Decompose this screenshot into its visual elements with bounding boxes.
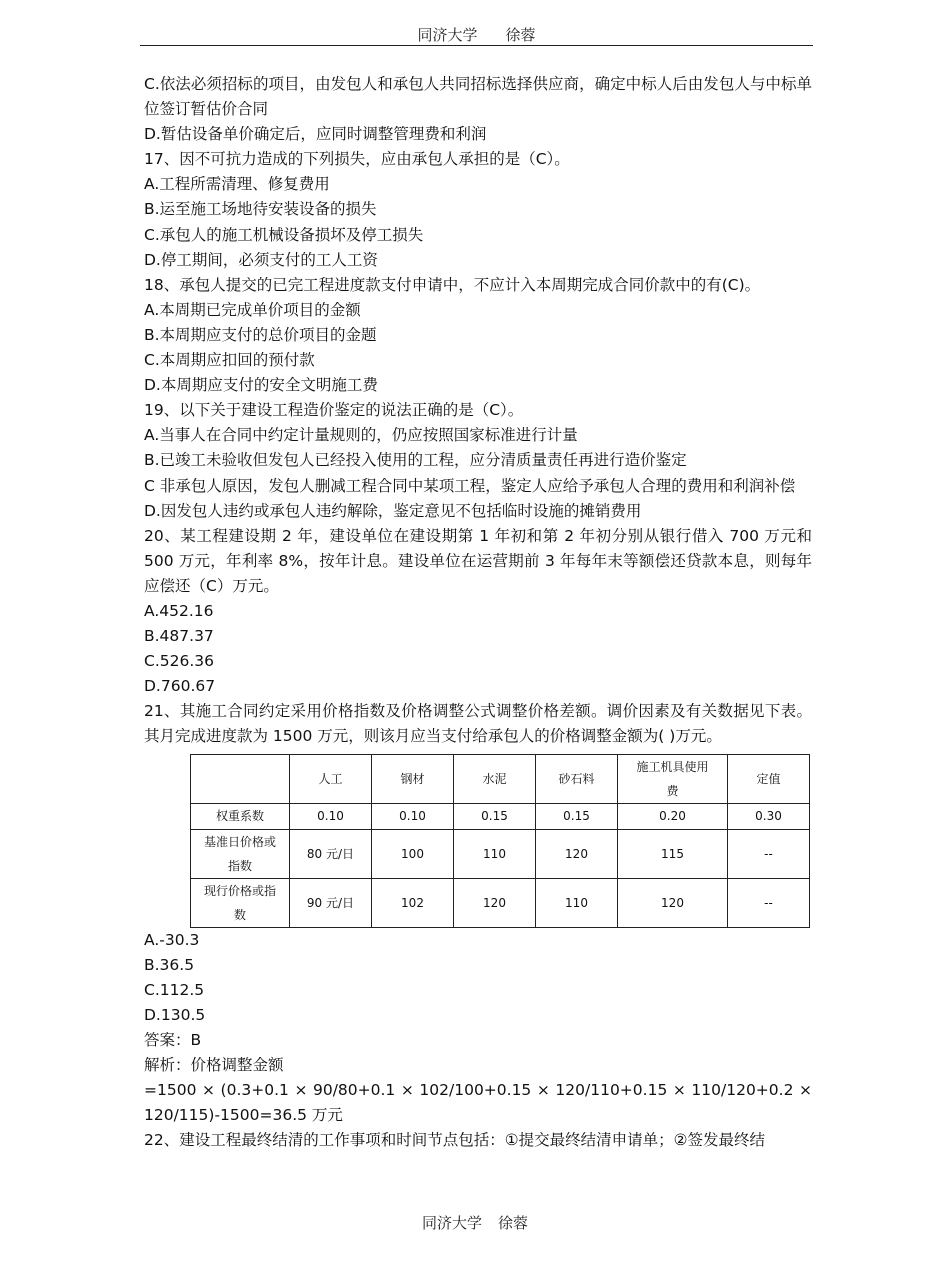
header-author: 徐蓉 xyxy=(505,26,536,44)
table-cell: 施工机具使用费 xyxy=(618,754,728,803)
option-line: A.-30.3 xyxy=(144,930,200,949)
table-cell: 水泥 xyxy=(454,754,536,803)
table-cell: 现行价格或指数 xyxy=(191,878,290,927)
table-cell: 0.10 xyxy=(290,803,372,829)
option-line: A.工程所需清理、修复费用 xyxy=(144,175,330,194)
table-cell: 120 xyxy=(454,878,536,927)
table-row xyxy=(191,878,810,927)
option-line: B.已竣工未验收但发包人已经投入使用的工程，应分清质量责任再进行造价鉴定 xyxy=(144,451,687,470)
option-line: D.停工期间，必须支付的工人工资 xyxy=(144,250,378,269)
option-line: B.运至施工场地待安装设备的损失 xyxy=(144,200,377,219)
table-cell: 120 xyxy=(536,829,618,878)
question-22: 22、建设工程最终结清的工作事项和时间节点包括：①提交最终结清申请单；②签发最终结 xyxy=(144,1131,766,1150)
table-cell: 115 xyxy=(618,829,728,878)
table-cell: 钢材 xyxy=(372,754,454,803)
option-line: B.487.37 xyxy=(144,627,214,646)
text-line: D.暂估设备单价确定后，应同时调整管理费和利润 xyxy=(144,125,487,144)
analysis-label: 解析：价格调整金额 xyxy=(144,1056,284,1074)
table-cell: 0.30 xyxy=(728,803,810,829)
option-line: C.本周期应扣回的预付款 xyxy=(144,351,315,370)
table-cell: 90 元/日 xyxy=(290,878,372,927)
header-school: 同济大学 xyxy=(417,26,478,44)
table-cell: 120 xyxy=(618,878,728,927)
price-adjustment-table xyxy=(190,754,810,928)
option-line: B.本周期应支付的总价项目的金题 xyxy=(144,325,377,344)
option-line: C.526.36 xyxy=(144,652,214,671)
table-cell: 110 xyxy=(536,878,618,927)
document-body xyxy=(144,72,812,1153)
answer-line: 答案：B xyxy=(144,1030,202,1049)
question-19: 19、以下关于建设工程造价鉴定的说法正确的是（C）。 xyxy=(144,401,524,420)
table-cell: 102 xyxy=(372,878,454,927)
table-cell: 砂石料 xyxy=(536,754,618,803)
question-17: 17、因不可抗力造成的下列损失，应由承包人承担的是（C）。 xyxy=(144,150,570,169)
page-header xyxy=(140,24,813,44)
option-line: D.760.67 xyxy=(144,677,216,696)
table-cell: 人工 xyxy=(290,754,372,803)
page-footer xyxy=(0,1212,950,1233)
table-cell: 定值 xyxy=(728,754,810,803)
table-cell: -- xyxy=(728,878,810,927)
table-cell xyxy=(191,754,290,803)
footer-school: 同济大学 xyxy=(421,1214,482,1232)
option-line: A.452.16 xyxy=(144,601,214,620)
table-cell: 110 xyxy=(454,829,536,878)
option-line: D.130.5 xyxy=(144,1005,206,1024)
footer-author: 徐蓉 xyxy=(498,1214,529,1232)
question-21: 21、其施工合同约定采用价格指数及价格调整公式调整价格差额。调价因素及有关数据见下表。其月完成进度款为 1500 万元，则该月应当支付给承包人的价格调整金额为( )万元。 xyxy=(144,702,812,746)
option-line: C.112.5 xyxy=(144,980,205,999)
option-line: A.当事人在合同中约定计量规则的，仍应按照国家标准进行计量 xyxy=(144,426,578,445)
table-cell: 基准日价格或指数 xyxy=(191,829,290,878)
table-row xyxy=(191,829,810,878)
option-line: C.承包人的施工机械设备损坏及停工损失 xyxy=(144,225,424,244)
table-cell: 0.20 xyxy=(618,803,728,829)
table-cell: 0.15 xyxy=(454,803,536,829)
table-cell: 80 元/日 xyxy=(290,829,372,878)
table-header-row xyxy=(191,754,810,803)
formula-line: =1500 × (0.3+0.1 × 90/80+0.1 × 102/100+0.15 × 120/110+0.15 × 110/120+0.2 × 120/115)-1500=36.5 万元 xyxy=(144,1081,812,1125)
question-18: 18、承包人提交的已完工程进度款支付申请中，不应计入本周期完成合同价款中的有(C)。 xyxy=(144,275,761,294)
table-cell: -- xyxy=(728,829,810,878)
option-line: A.本周期已完成单价项目的金额 xyxy=(144,300,361,319)
table-cell: 权重系数 xyxy=(191,803,290,829)
text-line: C.依法必须招标的项目，由发包人和承包人共同招标选择供应商，确定中标人后由发包人与中标单位签订暂估价合同 xyxy=(144,75,812,119)
option-line: B.36.5 xyxy=(144,955,195,974)
table-cell: 100 xyxy=(372,829,454,878)
header-rule xyxy=(140,45,813,46)
table-cell: 0.15 xyxy=(536,803,618,829)
question-20: 20、某工程建设期 2 年，建设单位在建设期第 1 年初和第 2 年初分别从银行借入 700 万元和 500 万元，年利率 8%，按年计息。建设单位在运营期前 3 年每年末等额偿还贷款本息，则每年应偿还（C）万元。 xyxy=(144,526,812,595)
option-line: D.因发包人违约或承包人违约解除，鉴定意见不包括临时设施的摊销费用 xyxy=(144,501,642,520)
table-row xyxy=(191,803,810,829)
option-line: D.本周期应支付的安全文明施工费 xyxy=(144,376,378,395)
table-cell: 0.10 xyxy=(372,803,454,829)
option-line: C 非承包人原因，发包人删减工程合同中某项工程，鉴定人应给予承包人合理的费用和利润补偿 xyxy=(144,476,796,495)
